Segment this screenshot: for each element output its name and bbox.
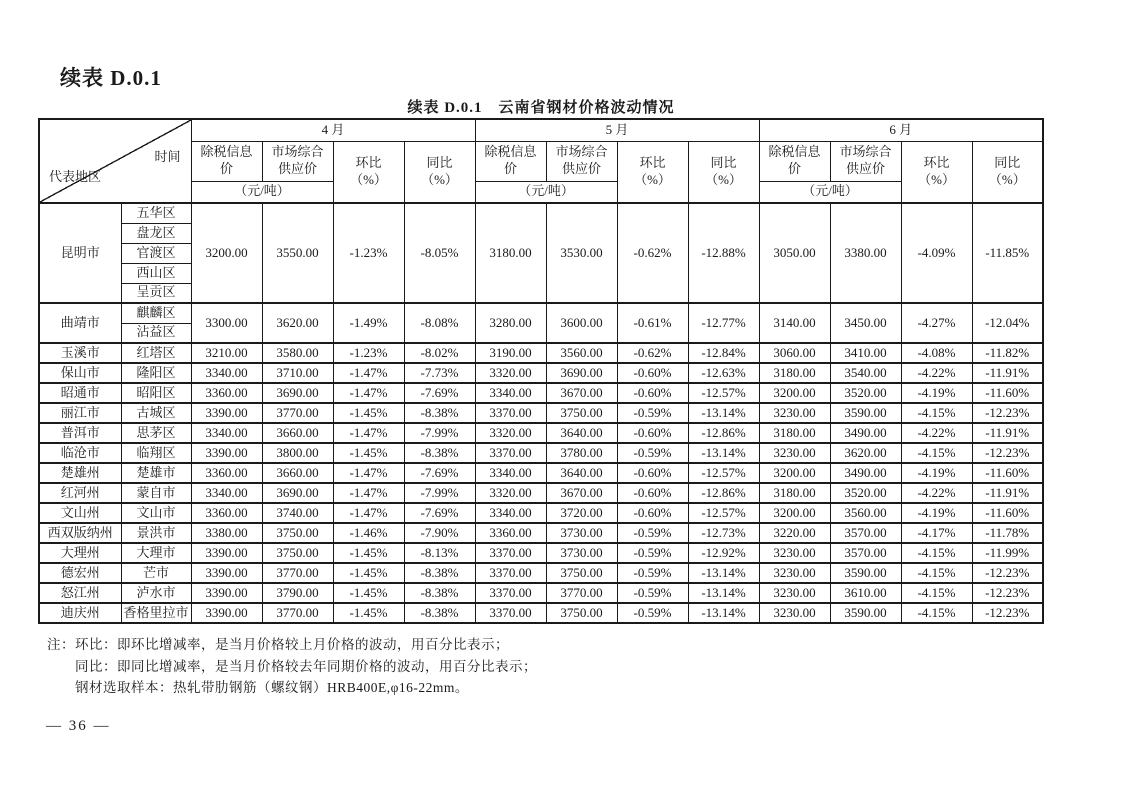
value-cell: -12.23% [972, 563, 1043, 583]
region-cell: 昭通市 [39, 383, 121, 403]
value-cell: 3590.00 [830, 563, 901, 583]
steel-price-table [38, 118, 1044, 624]
month-header-may: 5 月 [475, 119, 759, 141]
value-cell: 3640.00 [546, 423, 617, 443]
region-cell: 迪庆州 [39, 603, 121, 623]
value-cell: -1.47% [333, 363, 404, 383]
col-header-price-market: 市场综合供应价 [546, 141, 617, 181]
value-cell: -12.23% [972, 583, 1043, 603]
value-cell: 3390.00 [191, 583, 262, 603]
value-cell: -4.15% [901, 563, 972, 583]
col-header-price-info: 除税信息价 [475, 141, 546, 181]
value-cell: 3390.00 [191, 603, 262, 623]
value-cell: -1.47% [333, 483, 404, 503]
col-header-yoy: 同比 （%） [688, 141, 759, 203]
value-cell: 3340.00 [475, 383, 546, 403]
value-cell: -12.86% [688, 423, 759, 443]
district-cell: 古城区 [121, 403, 191, 423]
value-cell: 3360.00 [191, 503, 262, 523]
value-cell: 3320.00 [475, 423, 546, 443]
value-cell: 3750.00 [262, 523, 333, 543]
value-cell: 3490.00 [830, 423, 901, 443]
col-header-price-info: 除税信息价 [191, 141, 262, 181]
value-cell: 3380.00 [830, 203, 901, 303]
value-cell: -0.60% [617, 383, 688, 403]
region-cell: 保山市 [39, 363, 121, 383]
region-cell: 普洱市 [39, 423, 121, 443]
value-cell: -1.23% [333, 343, 404, 363]
value-cell: -11.91% [972, 483, 1043, 503]
value-cell: 3280.00 [475, 303, 546, 343]
district-cell: 麒麟区 [121, 303, 191, 323]
table-row [39, 363, 1043, 383]
region-cell: 曲靖市 [39, 303, 121, 343]
value-cell: -1.45% [333, 603, 404, 623]
page-heading: 续表 D.0.1 [60, 66, 162, 90]
month-header-april: 4 月 [191, 119, 475, 141]
value-cell: 3530.00 [546, 203, 617, 303]
table-row [39, 603, 1043, 623]
value-cell: 3670.00 [546, 483, 617, 503]
district-cell: 思茅区 [121, 423, 191, 443]
district-cell: 蒙自市 [121, 483, 191, 503]
table-row [39, 523, 1043, 543]
value-cell: -4.08% [901, 343, 972, 363]
value-cell: -4.22% [901, 363, 972, 383]
value-cell: -8.08% [404, 303, 475, 343]
table-row [39, 423, 1043, 443]
value-cell: 3740.00 [262, 503, 333, 523]
corner-header-cell [39, 119, 191, 203]
unit-header: （元/吨） [191, 181, 333, 203]
value-cell: -4.15% [901, 443, 972, 463]
value-cell: -8.38% [404, 563, 475, 583]
value-cell: 3180.00 [759, 423, 830, 443]
value-cell: 3200.00 [759, 463, 830, 483]
value-cell: -12.23% [972, 443, 1043, 463]
value-cell: -12.73% [688, 523, 759, 543]
value-cell: -12.23% [972, 603, 1043, 623]
value-cell: -0.59% [617, 443, 688, 463]
value-cell: -8.05% [404, 203, 475, 303]
value-cell: -4.15% [901, 583, 972, 603]
value-cell: 3390.00 [191, 443, 262, 463]
district-cell: 昭阳区 [121, 383, 191, 403]
district-cell: 盘龙区 [121, 223, 191, 243]
region-cell: 大理州 [39, 543, 121, 563]
price-table-body [39, 203, 1043, 623]
value-cell: -11.60% [972, 463, 1043, 483]
value-cell: 3690.00 [262, 383, 333, 403]
value-cell: 3720.00 [546, 503, 617, 523]
value-cell: -4.22% [901, 483, 972, 503]
table-row [39, 203, 1043, 223]
table-row [39, 303, 1043, 323]
district-cell: 香格里拉市 [121, 603, 191, 623]
value-cell: 3670.00 [546, 383, 617, 403]
value-cell: -11.99% [972, 543, 1043, 563]
month-header-june: 6 月 [759, 119, 1043, 141]
value-cell: 3390.00 [191, 543, 262, 563]
value-cell: -12.92% [688, 543, 759, 563]
value-cell: -1.23% [333, 203, 404, 303]
value-cell: -8.13% [404, 543, 475, 563]
value-cell: -0.60% [617, 363, 688, 383]
value-cell: -7.69% [404, 383, 475, 403]
value-cell: -0.60% [617, 503, 688, 523]
col-header-yoy: 同比 （%） [404, 141, 475, 203]
value-cell: -11.60% [972, 383, 1043, 403]
value-cell: -4.19% [901, 463, 972, 483]
region-cell: 文山州 [39, 503, 121, 523]
region-cell: 昆明市 [39, 203, 121, 303]
value-cell: 3660.00 [262, 463, 333, 483]
value-cell: 3340.00 [475, 503, 546, 523]
value-cell: 3370.00 [475, 603, 546, 623]
corner-label-region: 代表地区 [49, 169, 102, 185]
value-cell: 3060.00 [759, 343, 830, 363]
value-cell: -4.19% [901, 503, 972, 523]
region-cell: 临沧市 [39, 443, 121, 463]
value-cell: 3230.00 [759, 603, 830, 623]
district-cell: 五华区 [121, 203, 191, 223]
value-cell: -0.59% [617, 563, 688, 583]
district-cell: 大理市 [121, 543, 191, 563]
value-cell: -12.23% [972, 403, 1043, 423]
value-cell: -4.15% [901, 543, 972, 563]
value-cell: 3360.00 [191, 383, 262, 403]
value-cell: 3370.00 [475, 583, 546, 603]
value-cell: 3380.00 [191, 523, 262, 543]
value-cell: 3390.00 [191, 403, 262, 423]
value-cell: -4.19% [901, 383, 972, 403]
district-cell: 隆阳区 [121, 363, 191, 383]
value-cell: 3610.00 [830, 583, 901, 603]
value-cell: 3230.00 [759, 563, 830, 583]
value-cell: 3180.00 [759, 363, 830, 383]
notes-lines [75, 634, 537, 699]
value-cell: 3230.00 [759, 583, 830, 603]
value-cell: -0.60% [617, 423, 688, 443]
table-row [39, 383, 1043, 403]
value-cell: -12.63% [688, 363, 759, 383]
value-cell: 3180.00 [759, 483, 830, 503]
value-cell: -0.59% [617, 543, 688, 563]
district-cell: 芒市 [121, 563, 191, 583]
value-cell: -1.47% [333, 503, 404, 523]
value-cell: -1.47% [333, 383, 404, 403]
value-cell: -0.59% [617, 523, 688, 543]
page-number: — 36 — [46, 718, 111, 734]
value-cell: 3340.00 [191, 483, 262, 503]
value-cell: 3780.00 [546, 443, 617, 463]
value-cell: 3200.00 [759, 383, 830, 403]
district-cell: 西山区 [121, 263, 191, 283]
unit-header: （元/吨） [759, 181, 901, 203]
value-cell: 3710.00 [262, 363, 333, 383]
value-cell: 3520.00 [830, 383, 901, 403]
region-cell: 楚雄州 [39, 463, 121, 483]
value-cell: 3340.00 [475, 463, 546, 483]
value-cell: 3690.00 [262, 483, 333, 503]
value-cell: -1.47% [333, 423, 404, 443]
value-cell: 3140.00 [759, 303, 830, 343]
value-cell: 3180.00 [475, 203, 546, 303]
value-cell: 3620.00 [262, 303, 333, 343]
value-cell: 3490.00 [830, 463, 901, 483]
value-cell: 3580.00 [262, 343, 333, 363]
value-cell: -11.85% [972, 203, 1043, 303]
value-cell: -7.69% [404, 463, 475, 483]
value-cell: 3570.00 [830, 543, 901, 563]
value-cell: -7.99% [404, 423, 475, 443]
notes-prefix: 注： [47, 637, 75, 652]
value-cell: -11.82% [972, 343, 1043, 363]
region-cell: 丽江市 [39, 403, 121, 423]
value-cell: -12.57% [688, 503, 759, 523]
value-cell: 3640.00 [546, 463, 617, 483]
value-cell: 3570.00 [830, 523, 901, 543]
table-row [39, 503, 1043, 523]
value-cell: 3410.00 [830, 343, 901, 363]
value-cell: -12.77% [688, 303, 759, 343]
table-title: 续表 D.0.1 云南省钢材价格波动情况 [407, 100, 675, 116]
value-cell: 3750.00 [546, 563, 617, 583]
value-cell: -0.60% [617, 483, 688, 503]
value-cell: 3210.00 [191, 343, 262, 363]
value-cell: -8.38% [404, 443, 475, 463]
value-cell: 3370.00 [475, 443, 546, 463]
region-cell: 玉溪市 [39, 343, 121, 363]
district-cell: 呈贡区 [121, 283, 191, 303]
value-cell: 3590.00 [830, 603, 901, 623]
value-cell: -7.99% [404, 483, 475, 503]
value-cell: -1.45% [333, 583, 404, 603]
value-cell: 3230.00 [759, 403, 830, 423]
value-cell: -1.45% [333, 563, 404, 583]
col-header-mom: 环比 （%） [333, 141, 404, 203]
district-cell: 文山市 [121, 503, 191, 523]
value-cell: 3560.00 [546, 343, 617, 363]
table-row [39, 483, 1043, 503]
value-cell: -8.38% [404, 603, 475, 623]
value-cell: -8.38% [404, 403, 475, 423]
district-cell: 沾益区 [121, 323, 191, 343]
col-header-price-market: 市场综合供应价 [262, 141, 333, 181]
unit-header: （元/吨） [475, 181, 617, 203]
value-cell: -12.04% [972, 303, 1043, 343]
value-cell: 3800.00 [262, 443, 333, 463]
value-cell: -4.09% [901, 203, 972, 303]
value-cell: -13.14% [688, 603, 759, 623]
table-row [39, 443, 1043, 463]
table-row [39, 583, 1043, 603]
value-cell: 3520.00 [830, 483, 901, 503]
district-cell: 景洪市 [121, 523, 191, 543]
district-cell: 泸水市 [121, 583, 191, 603]
value-cell: 3620.00 [830, 443, 901, 463]
value-cell: 3340.00 [191, 423, 262, 443]
district-cell: 楚雄市 [121, 463, 191, 483]
value-cell: -1.49% [333, 303, 404, 343]
value-cell: 3390.00 [191, 563, 262, 583]
value-cell: -0.59% [617, 583, 688, 603]
district-cell: 临翔区 [121, 443, 191, 463]
value-cell: -4.22% [901, 423, 972, 443]
value-cell: -11.91% [972, 423, 1043, 443]
value-cell: -12.57% [688, 463, 759, 483]
value-cell: 3790.00 [262, 583, 333, 603]
district-cell: 红塔区 [121, 343, 191, 363]
col-header-price-info: 除税信息价 [759, 141, 830, 181]
value-cell: 3550.00 [262, 203, 333, 303]
value-cell: -13.14% [688, 583, 759, 603]
value-cell: 3230.00 [759, 443, 830, 463]
table-row [39, 403, 1043, 423]
corner-label-time: 时间 [154, 149, 181, 164]
value-cell: -1.45% [333, 403, 404, 423]
table-row [39, 543, 1043, 563]
value-cell: -1.46% [333, 523, 404, 543]
value-cell: -13.14% [688, 403, 759, 423]
value-cell: 3360.00 [475, 523, 546, 543]
col-header-mom: 环比 （%） [617, 141, 688, 203]
value-cell: 3770.00 [262, 403, 333, 423]
value-cell: -13.14% [688, 563, 759, 583]
table-row [39, 343, 1043, 363]
region-cell: 怒江州 [39, 583, 121, 603]
value-cell: 3360.00 [191, 463, 262, 483]
value-cell: -0.60% [617, 463, 688, 483]
value-cell: -1.45% [333, 443, 404, 463]
value-cell: 3200.00 [759, 503, 830, 523]
value-cell: 3340.00 [191, 363, 262, 383]
value-cell: 3600.00 [546, 303, 617, 343]
value-cell: -8.02% [404, 343, 475, 363]
value-cell: 3540.00 [830, 363, 901, 383]
value-cell: -12.88% [688, 203, 759, 303]
value-cell: 3770.00 [262, 563, 333, 583]
value-cell: 3560.00 [830, 503, 901, 523]
value-cell: -4.27% [901, 303, 972, 343]
value-cell: 3370.00 [475, 403, 546, 423]
value-cell: 3050.00 [759, 203, 830, 303]
value-cell: 3730.00 [546, 523, 617, 543]
note-line: 环比：即环比增减率，是当月价格较上月价格的波动，用百分比表示； [75, 637, 509, 652]
value-cell: -11.60% [972, 503, 1043, 523]
value-cell: 3660.00 [262, 423, 333, 443]
value-cell: 3370.00 [475, 543, 546, 563]
value-cell: -12.57% [688, 383, 759, 403]
value-cell: -11.78% [972, 523, 1043, 543]
value-cell: -0.62% [617, 343, 688, 363]
value-cell: 3370.00 [475, 563, 546, 583]
col-header-mom: 环比 （%） [901, 141, 972, 203]
value-cell: 3190.00 [475, 343, 546, 363]
value-cell: -4.15% [901, 403, 972, 423]
value-cell: 3320.00 [475, 483, 546, 503]
note-line: 钢材选取样本：热轧带肋钢筋（螺纹钢）HRB400E,φ16-22mm。 [75, 680, 469, 696]
value-cell: -0.61% [617, 303, 688, 343]
value-cell: -12.86% [688, 483, 759, 503]
table-row [39, 563, 1043, 583]
value-cell: 3230.00 [759, 543, 830, 563]
value-cell: 3300.00 [191, 303, 262, 343]
value-cell: 3750.00 [262, 543, 333, 563]
value-cell: 3750.00 [546, 403, 617, 423]
value-cell: -0.59% [617, 603, 688, 623]
col-header-price-market: 市场综合供应价 [830, 141, 901, 181]
value-cell: -7.90% [404, 523, 475, 543]
value-cell: -1.45% [333, 543, 404, 563]
region-cell: 西双版纳州 [39, 523, 121, 543]
value-cell: 3770.00 [546, 583, 617, 603]
value-cell: -4.17% [901, 523, 972, 543]
value-cell: -7.69% [404, 503, 475, 523]
value-cell: -13.14% [688, 443, 759, 463]
table-notes [47, 634, 537, 699]
region-cell: 红河州 [39, 483, 121, 503]
col-header-yoy: 同比 （%） [972, 141, 1043, 203]
region-cell: 德宏州 [39, 563, 121, 583]
value-cell: -0.62% [617, 203, 688, 303]
value-cell: -0.59% [617, 403, 688, 423]
value-cell: 3320.00 [475, 363, 546, 383]
value-cell: 3690.00 [546, 363, 617, 383]
value-cell: 3730.00 [546, 543, 617, 563]
table-row [39, 463, 1043, 483]
value-cell: -8.38% [404, 583, 475, 603]
note-line: 同比：即同比增减率，是当月价格较去年同期价格的波动，用百分比表示； [75, 658, 537, 674]
value-cell: 3750.00 [546, 603, 617, 623]
value-cell: -11.91% [972, 363, 1043, 383]
value-cell: -1.47% [333, 463, 404, 483]
value-cell: -12.84% [688, 343, 759, 363]
value-cell: 3770.00 [262, 603, 333, 623]
header-row-months [39, 119, 1043, 141]
value-cell: -4.15% [901, 603, 972, 623]
value-cell: 3220.00 [759, 523, 830, 543]
value-cell: -7.73% [404, 363, 475, 383]
value-cell: 3450.00 [830, 303, 901, 343]
district-cell: 官渡区 [121, 243, 191, 263]
value-cell: 3590.00 [830, 403, 901, 423]
value-cell: 3200.00 [191, 203, 262, 303]
